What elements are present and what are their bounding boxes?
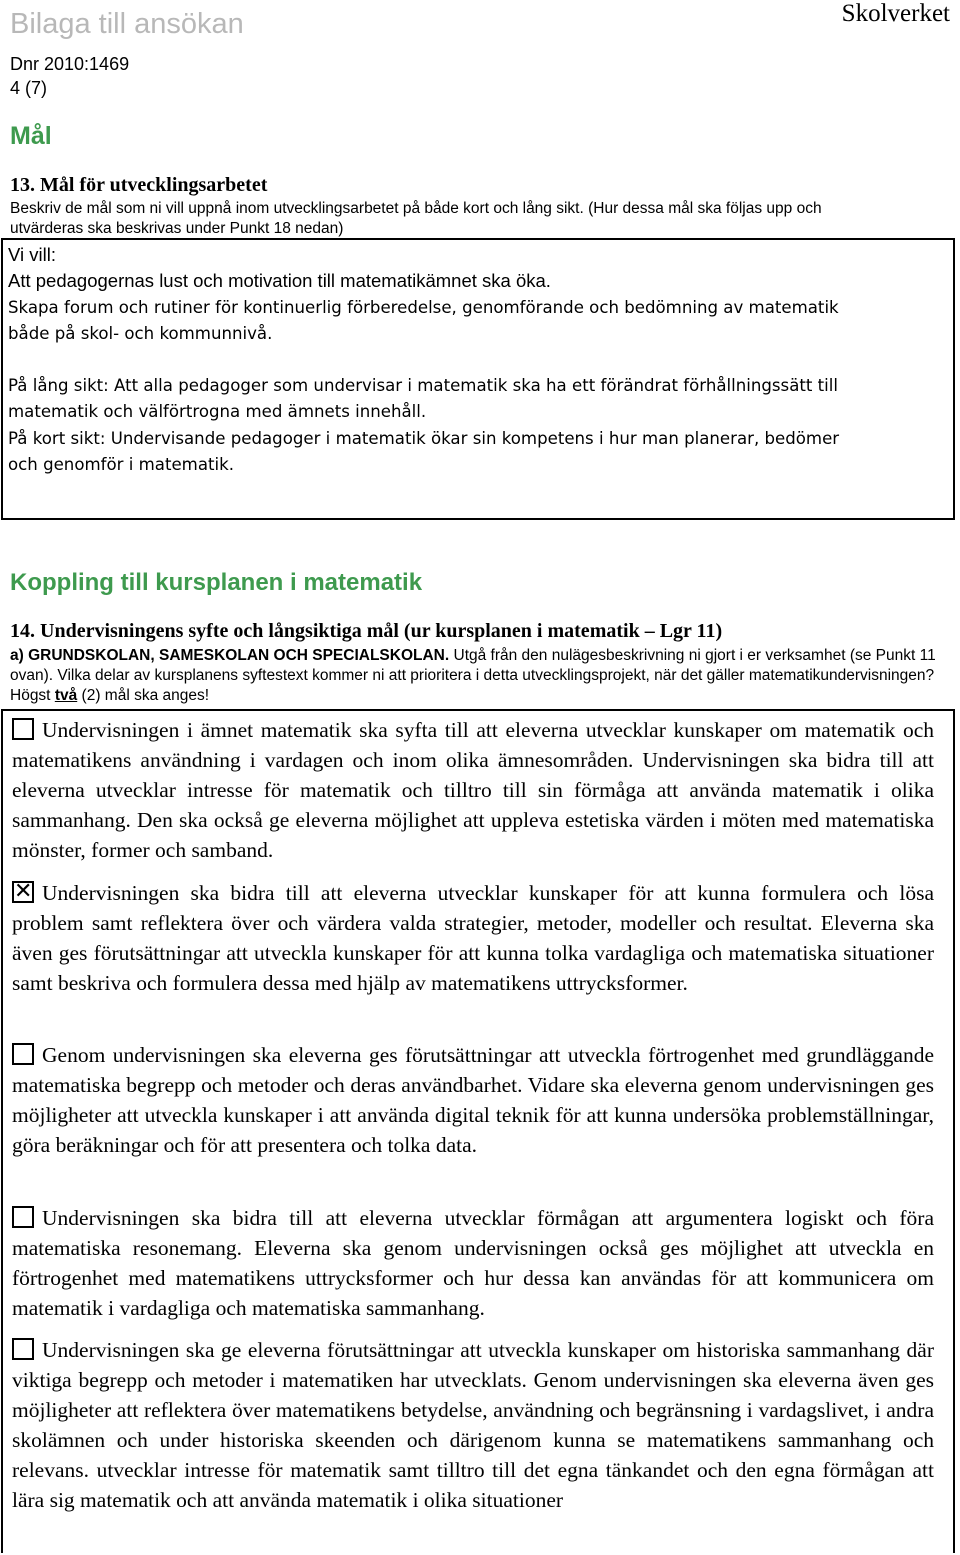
answer-line: Att pedagogernas lust och motivation till matematikämnet ska öka. — [8, 270, 551, 291]
document-number: Dnr 2010:1469 — [10, 54, 130, 74]
option-text: Genom undervisningen ska eleverna ges förutsättningar att utveckla förtrogenhet med grundläggande matematiska begrepp och metoder och deras användbarhet. Vidare ska eleverna genom undervisningen ges möjligheter att utveckla kunskaper i att använda digital teknik för att kunna undersöka problemställningar, göra beräkningar och för att presentera och tolka data. — [12, 1043, 934, 1157]
option-item — [12, 878, 934, 998]
option-checkbox[interactable] — [12, 881, 34, 903]
question-13-instruction-line: Beskriv de mål som ni vill uppnå inom utvecklingsarbetet på både kort och lång sikt. (Hur dessa mål ska följas upp och — [10, 200, 822, 217]
brand-name: Skolverket — [841, 0, 950, 27]
question-13-instruction — [10, 199, 955, 239]
question-14-part-a-text: Utgå från den nulägesbeskrivning ni gjort i er verksamhet (se Punkt 11 ovan). Vilka delar av kursplanens syftestext kommer ni att prioritera i detta utvecklingsprojekt, när det gäller matematikundervisningen? Högst — [10, 647, 936, 704]
page-number: 4 (7) — [10, 78, 48, 98]
option-text: Undervisningen ska bidra till att eleverna utvecklar kunskaper för att kunna formulera och lösa problem samt reflektera över och värdera valda strategier, metoder, modeller och resultat. Eleverna ska även ges förutsättningar att utveckla kunskaper för att kunna tolka vardagliga och matematiska situationer samt beskriva och formulera dessa med hjälp av matematikens uttrycksformer. — [12, 881, 934, 995]
options-box-14 — [1, 709, 955, 1553]
answer-line: På kort sikt: Undervisande pedagoger i matematik ökar sin kompetens i hur man planerar, bedömer — [8, 429, 840, 448]
answer-intro: Vi vill: — [8, 244, 56, 265]
option-checkbox[interactable] — [12, 1206, 34, 1228]
answer-line: matematik och välförtrogna med ämnets innehåll. — [8, 402, 427, 421]
option-checkbox[interactable] — [12, 1338, 34, 1360]
option-checkbox[interactable] — [12, 1043, 34, 1065]
option-item — [12, 1203, 934, 1323]
question-14-part-a-label: a) GRUNDSKOLAN, SAMESKOLAN OCH SPECIALSKOLAN. — [10, 647, 450, 664]
checkbox-mark-icon: ✕ — [14, 879, 33, 904]
option-item — [12, 715, 934, 865]
question-13-title: 13. Mål för utvecklingsarbetet — [10, 174, 268, 196]
option-item — [12, 1040, 934, 1160]
answer-line: Skapa forum och rutiner för kontinuerlig förberedelse, genomförande och bedömning av matematik — [8, 298, 839, 317]
answer-box-13[interactable] — [1, 238, 955, 520]
option-text: Undervisningen i ämnet matematik ska syfta till att eleverna utvecklar kunskaper om matematik och matematikens användning i vardagen och inom olika ämnesområden. Undervisningen ska bidra till att eleverna utvecklar intresse för matematik och tilltro till sin förmåga att använda matematik i olika sammanhang. Den ska också ge eleverna möjlighet att uppleva estetiska värden i möten med matematiska mönster, former och samband. — [12, 718, 934, 862]
question-14-emphasis: två — [54, 687, 78, 704]
answer-line: På lång sikt: Att alla pedagoger som undervisar i matematik ska ha ett förändrat förhållningssätt till — [8, 376, 838, 395]
option-item — [12, 1335, 934, 1515]
section-heading-mal: Mål — [10, 122, 52, 150]
option-text: Undervisningen ska ge eleverna förutsättningar att utveckla kunskaper om historiska sammanhang där viktiga begrepp och metoder i matematiken har utvecklats. Genom undervisningen ska eleverna även ges möjligheter att reflektera över matematikens betydelse, användning och begränsning i vardagslivet, i andra skolämnen och under historiska skeenden och därigenom kunna se matematikens sammanhang och relevans. utvecklar intresse för matematik samt tilltro till det egna tänkandet och den egna förmågan att lära sig matematik och att använda matematik i olika situationer — [12, 1338, 934, 1512]
option-checkbox[interactable] — [12, 718, 34, 740]
section-heading-kursplan: Koppling till kursplanen i matematik — [10, 569, 423, 596]
option-text: Undervisningen ska bidra till att eleverna utvecklar förmågan att argumentera logiskt och föra matematiska resonemang. Eleverna ska genom undervisningen också ges möjlighet att utveckla en förtrogenhet med matematikens uttrycksformer och hur dessa kan användas för att kommunicera om matematik i vardagliga och matematiska sammanhang. — [12, 1206, 934, 1320]
question-14-part-a-end: (2) mål ska anges! — [81, 687, 210, 704]
question-14-instruction — [10, 646, 950, 706]
question-14-title: 14. Undervisningens syfte och långsiktiga mål (ur kursplanen i matematik – Lgr 11) — [10, 620, 723, 642]
answer-line: både på skol- och kommunnivå. — [8, 324, 273, 343]
question-13-instruction-line: utvärderas ska beskrivas under Punkt 18 nedan) — [10, 220, 344, 237]
answer-line: och genomför i matematik. — [8, 455, 235, 474]
document-header-title: Bilaga till ansökan — [10, 8, 244, 40]
